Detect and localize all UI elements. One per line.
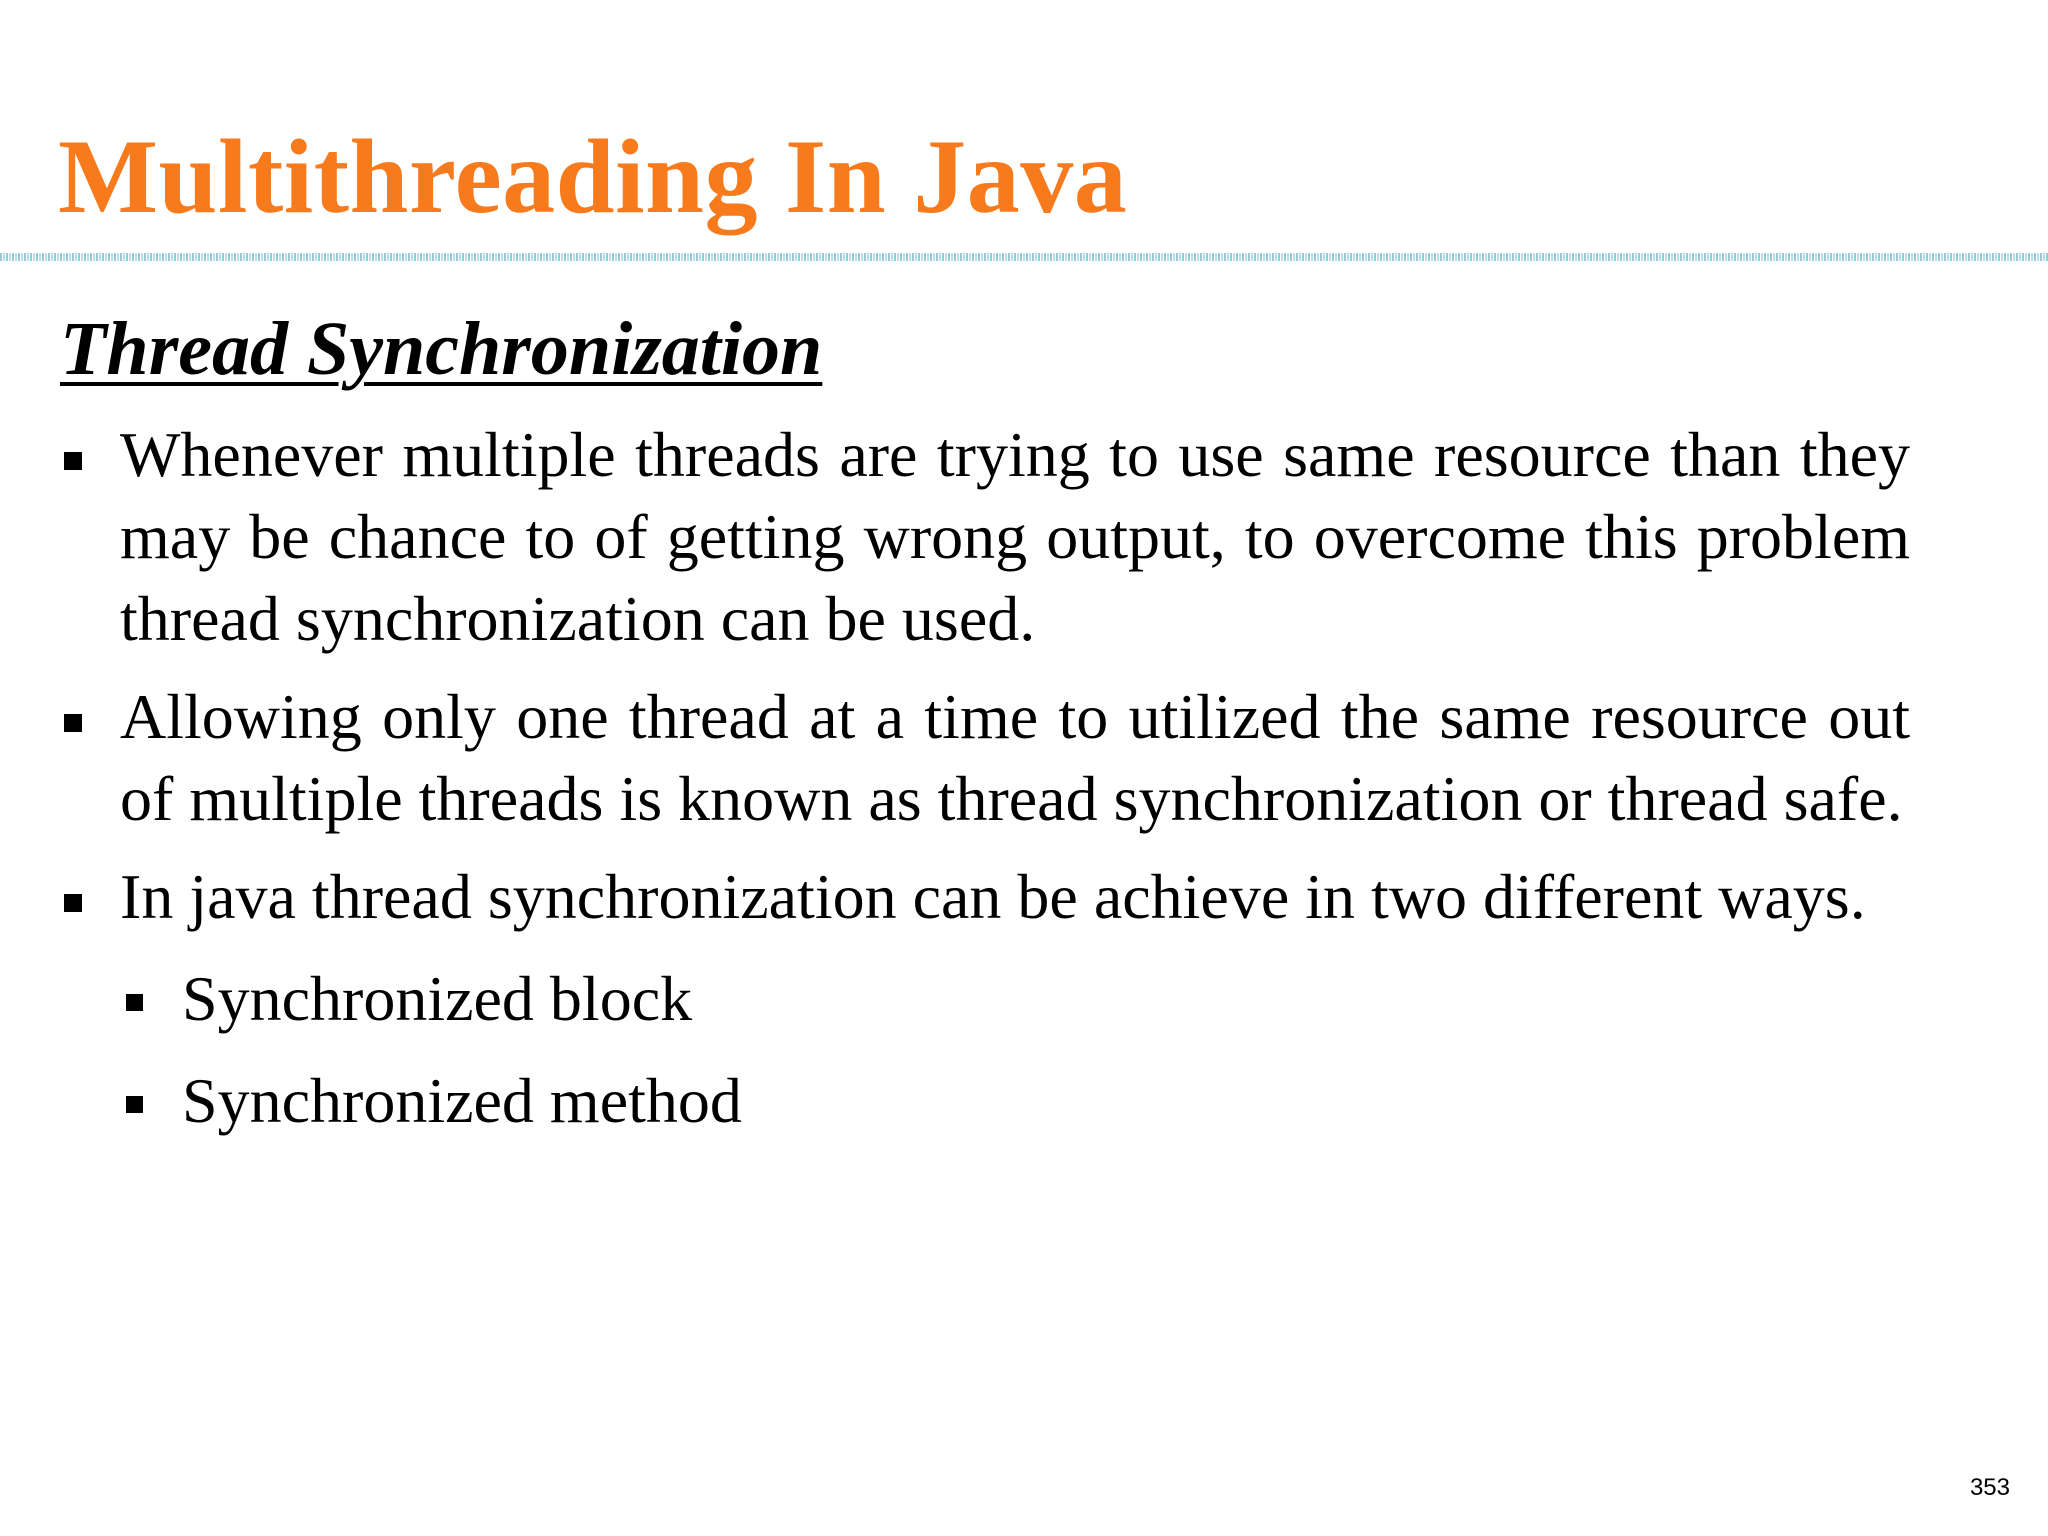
- slide-title: Multithreading In Java: [58, 118, 1128, 235]
- section-heading: Thread Synchronization: [60, 307, 823, 391]
- square-bullet-icon: [126, 994, 143, 1011]
- sub-bullet-text: Synchronized method: [182, 1065, 742, 1136]
- bullet-text: Allowing only one thread at a time to utilized the same resource out of multiple threads is known as thread synchronization or thread safe.: [120, 681, 1910, 834]
- square-bullet-icon: [126, 1096, 143, 1113]
- bullet-list: [60, 414, 1910, 1166]
- bullet-item: [60, 676, 1910, 840]
- sub-bullet-item: [120, 950, 1910, 1048]
- square-bullet-icon: [64, 894, 82, 912]
- bullet-item: [60, 856, 1910, 1150]
- square-bullet-icon: [64, 714, 82, 732]
- page-number: 353: [1969, 1474, 2010, 1501]
- sub-bullet-item: [120, 1052, 1910, 1150]
- square-bullet-icon: [64, 452, 82, 470]
- sub-bullet-text: Synchronized block: [182, 963, 693, 1034]
- bullet-text: Whenever multiple threads are trying to use same resource than they may be chance to of getting wrong output, to overcome this problem thread synchronization can be used.: [120, 419, 1910, 654]
- title-divider: [0, 253, 2048, 261]
- sub-bullet-list: [120, 950, 1910, 1150]
- bullet-item: [60, 414, 1910, 660]
- bullet-text: In java thread synchronization can be achieve in two different ways.: [120, 861, 1866, 932]
